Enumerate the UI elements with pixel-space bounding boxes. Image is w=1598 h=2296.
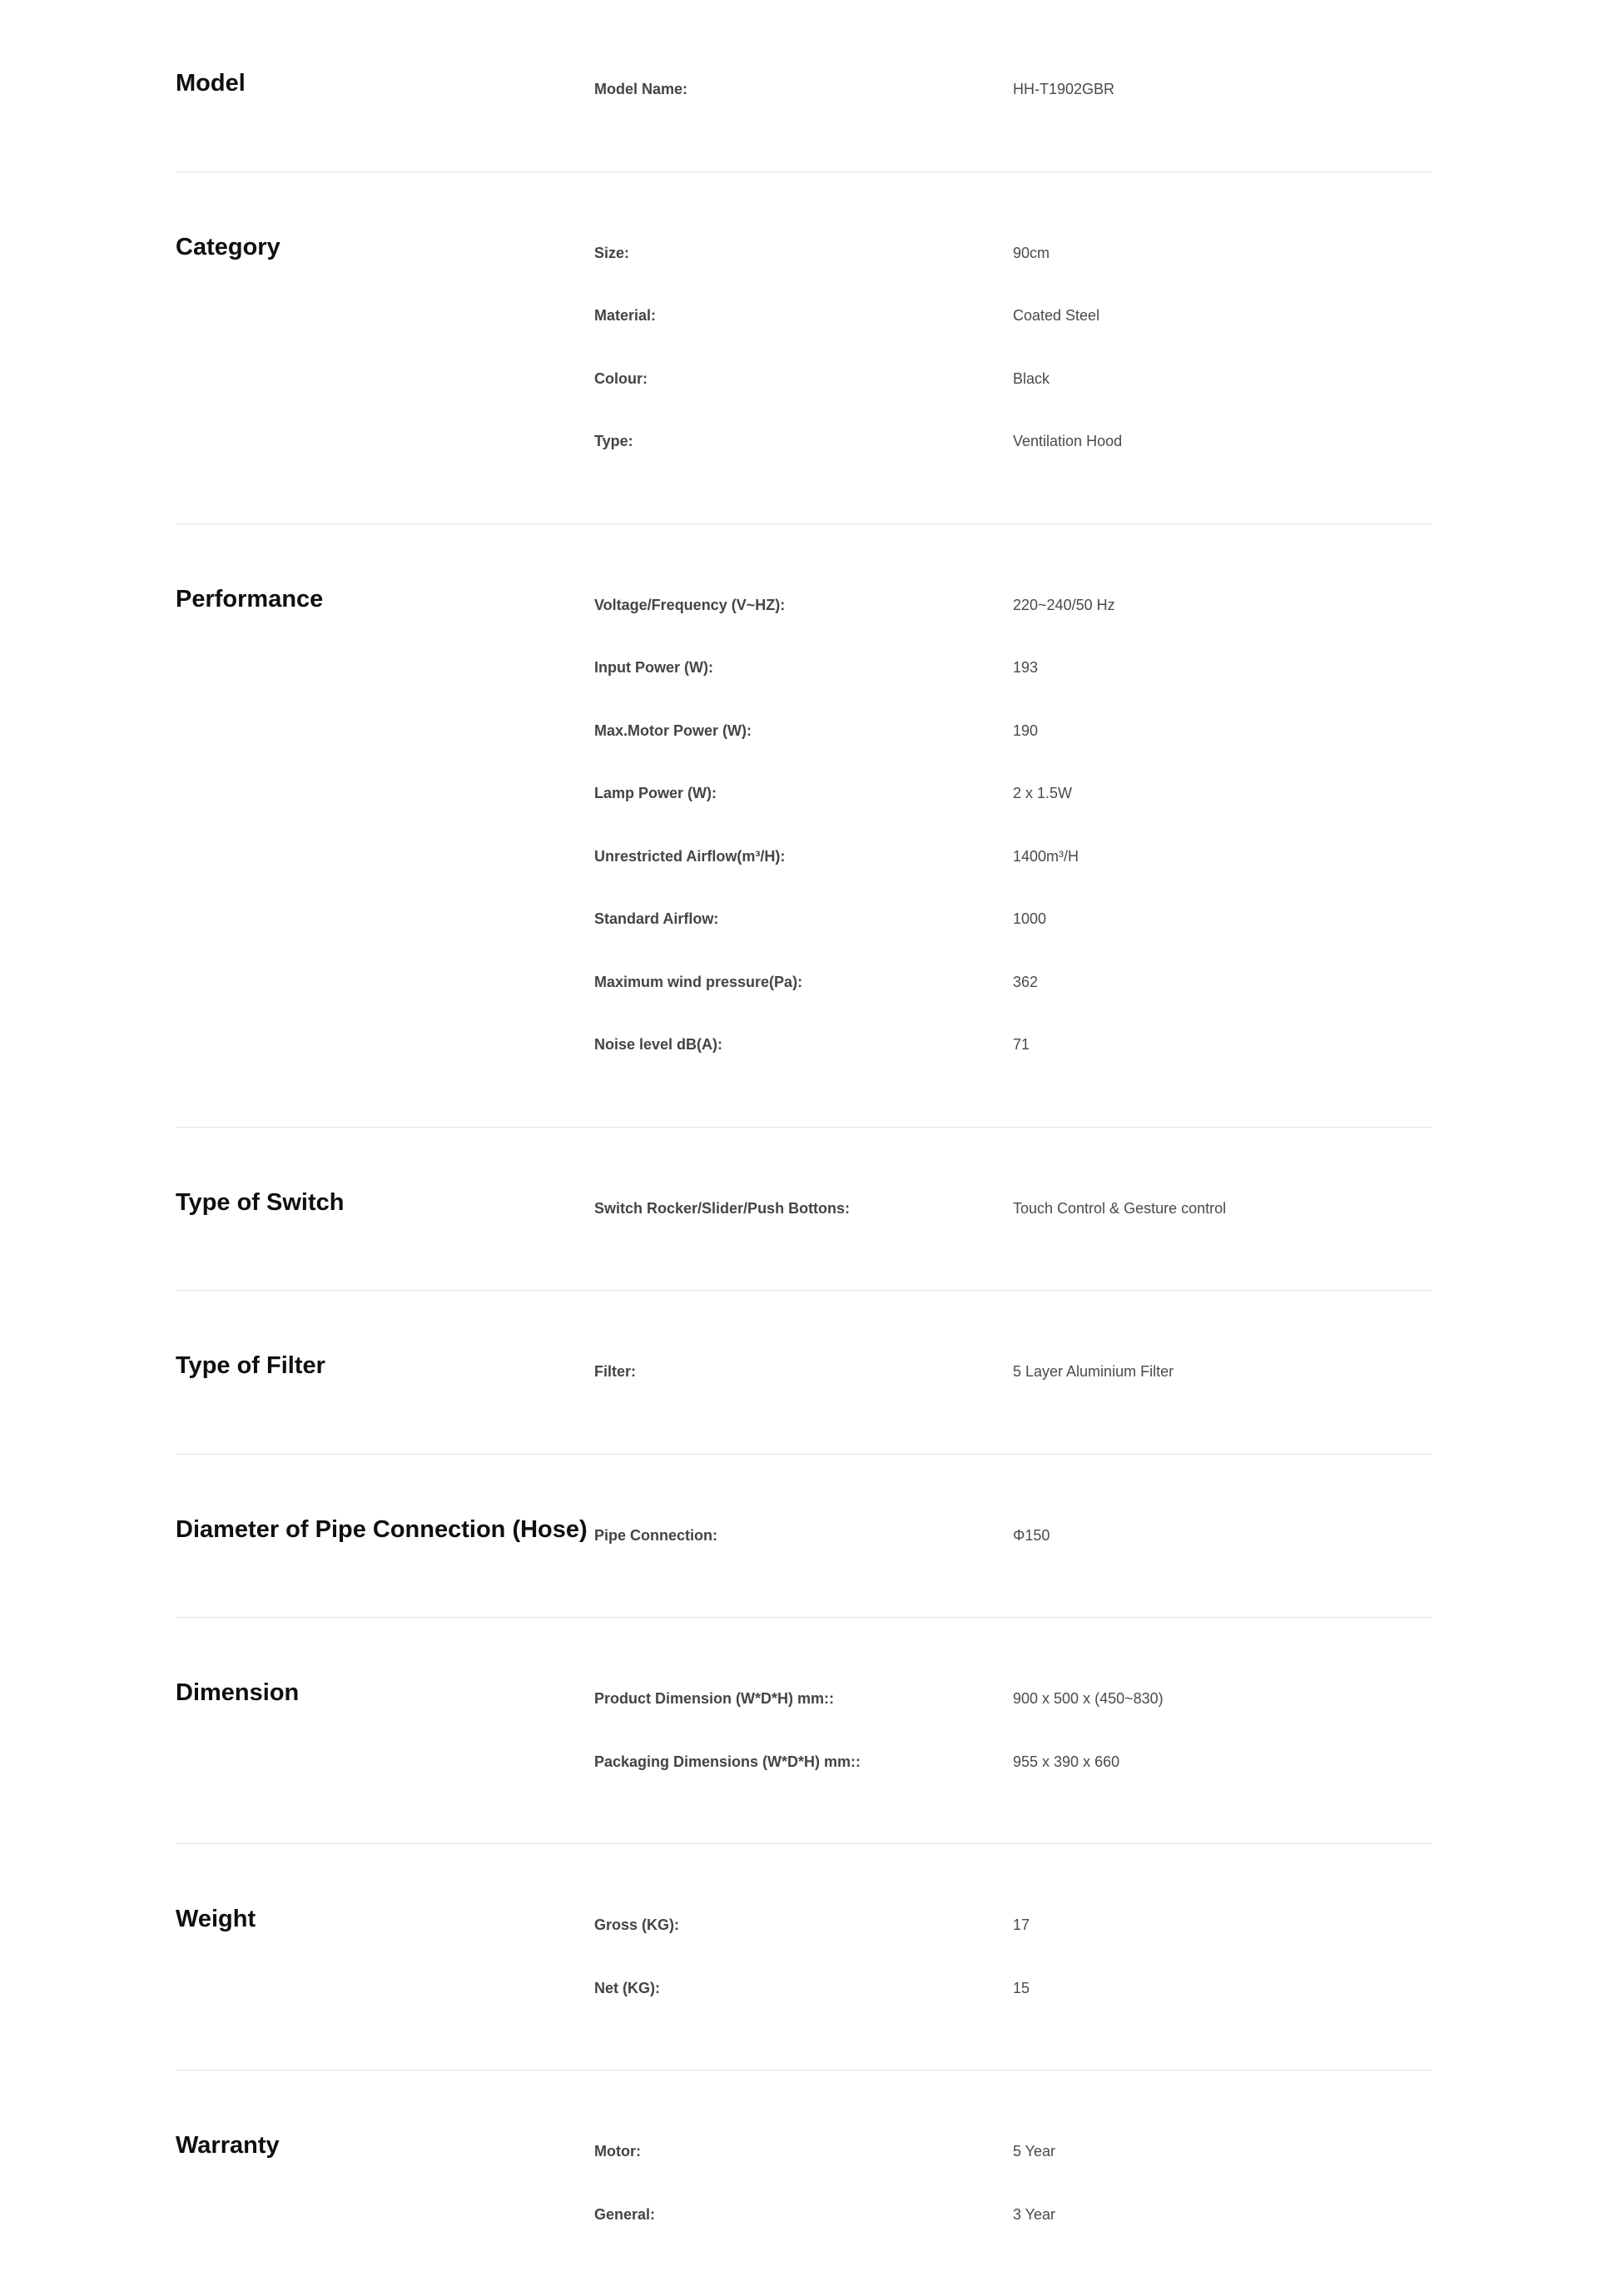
- spec-label: Packaging Dimensions (W*D*H) mm::: [594, 1753, 861, 1770]
- spec-label: Standard Airflow:: [594, 910, 719, 928]
- spec-rows: [594, 2120, 1432, 2246]
- spec-section-weight: [176, 1844, 1432, 2070]
- spec-row: [594, 58, 1432, 121]
- spec-row: [594, 1014, 1432, 1077]
- spec-row: [594, 574, 1432, 637]
- section-title: Weight: [176, 1906, 256, 1932]
- spec-value: HH-T1902GBR: [1013, 81, 1115, 98]
- spec-value: 2 x 1.5W: [1013, 785, 1073, 802]
- spec-value: 193: [1013, 659, 1039, 677]
- section-title: Type of Switch: [176, 1188, 345, 1216]
- spec-value: 15: [1013, 1979, 1030, 1996]
- spec-label: Unrestricted Airflow(m³/H):: [594, 847, 786, 865]
- section-title: Warranty: [176, 2132, 280, 2159]
- spec-row: [594, 1957, 1432, 2021]
- section-title: Dimension: [176, 1679, 300, 1706]
- spec-row: [594, 700, 1432, 763]
- spec-value: 5 Layer Aluminium Filter: [1013, 1363, 1174, 1381]
- spec-section-model: [176, 0, 1432, 172]
- spec-value: 900 x 500 x (450~830): [1013, 1690, 1164, 1708]
- section-title: Category: [176, 233, 280, 260]
- spec-row: [594, 826, 1432, 889]
- spec-rows: [594, 1505, 1432, 1568]
- spec-label: Noise level dB(A):: [594, 1036, 723, 1054]
- spec-section-dimension: [176, 1618, 1432, 1844]
- spec-label: Pipe Connection:: [594, 1526, 717, 1544]
- spec-label: Lamp Power (W):: [594, 785, 717, 802]
- spec-row: [594, 888, 1432, 951]
- spec-rows: [594, 1341, 1432, 1404]
- spec-row: [594, 1178, 1432, 1241]
- spec-table: [176, 0, 1432, 2296]
- spec-value: 1400m³/H: [1013, 847, 1079, 865]
- spec-value: 190: [1013, 722, 1039, 739]
- spec-label: Type:: [594, 433, 633, 450]
- spec-row: [594, 2184, 1432, 2247]
- spec-value: 362: [1013, 973, 1039, 990]
- spec-label: Switch Rocker/Slider/Push Bottons:: [594, 1199, 851, 1217]
- spec-label: Model Name:: [594, 81, 688, 98]
- spec-value: Ventilation Hood: [1013, 433, 1123, 450]
- spec-row: [594, 222, 1432, 285]
- section-title: Performance: [176, 585, 324, 612]
- spec-value: Touch Control & Gesture control: [1013, 1199, 1227, 1217]
- spec-row: [594, 951, 1432, 1014]
- spec-rows: [594, 574, 1432, 1077]
- section-title: Diameter of Pipe Connection (Hose): [176, 1515, 588, 1543]
- spec-section-pipe: [176, 1455, 1432, 1619]
- spec-rows: [594, 58, 1432, 121]
- section-title: Model: [176, 70, 246, 97]
- spec-label: Colour:: [594, 369, 648, 387]
- spec-rows: [594, 1894, 1432, 2020]
- spec-row: [594, 410, 1432, 474]
- spec-rows: [594, 222, 1432, 474]
- spec-section-category: [176, 172, 1432, 524]
- spec-value: Black: [1013, 369, 1050, 387]
- spec-row: [594, 1341, 1432, 1404]
- spec-row: [594, 1668, 1432, 1731]
- spec-value: 71: [1013, 1036, 1030, 1054]
- section-title: Type of Filter: [176, 1352, 325, 1379]
- spec-value: Coated Steel: [1013, 307, 1100, 325]
- spec-value: 1000: [1013, 910, 1047, 928]
- spec-label: Gross (KG):: [594, 1917, 680, 1934]
- spec-row: [594, 637, 1432, 700]
- spec-row: [594, 1731, 1432, 1794]
- spec-row: [594, 1505, 1432, 1568]
- spec-section-switch: [176, 1128, 1432, 1292]
- spec-label: Input Power (W):: [594, 659, 713, 677]
- spec-label: Max.Motor Power (W):: [594, 722, 752, 739]
- spec-label: Voltage/Frequency (V~HZ):: [594, 596, 786, 613]
- spec-value: 955 x 390 x 660: [1013, 1753, 1120, 1770]
- spec-row: [594, 762, 1432, 826]
- spec-label: Motor:: [594, 2143, 641, 2160]
- spec-label: Net (KG):: [594, 1979, 660, 1996]
- spec-label: Maximum wind pressure(Pa):: [594, 973, 803, 990]
- spec-value: 17: [1013, 1917, 1030, 1934]
- spec-rows: [594, 1668, 1432, 1793]
- spec-value: 90cm: [1013, 244, 1050, 261]
- spec-section-performance: [176, 524, 1432, 1128]
- spec-row: [594, 285, 1432, 348]
- spec-value: 3 Year: [1013, 2205, 1056, 2223]
- spec-section-warranty: [176, 2070, 1432, 2296]
- spec-label: Size:: [594, 244, 630, 261]
- spec-label: Filter:: [594, 1363, 637, 1381]
- spec-value: 5 Year: [1013, 2143, 1056, 2160]
- spec-row: [594, 348, 1432, 411]
- spec-label: Material:: [594, 307, 657, 325]
- spec-value: Φ150: [1013, 1526, 1050, 1544]
- spec-value: 220~240/50 Hz: [1013, 596, 1115, 613]
- spec-label: Product Dimension (W*D*H) mm::: [594, 1690, 834, 1708]
- spec-row: [594, 1894, 1432, 1957]
- spec-row: [594, 2120, 1432, 2184]
- spec-section-filter: [176, 1291, 1432, 1455]
- spec-label: General:: [594, 2205, 656, 2223]
- spec-rows: [594, 1178, 1432, 1241]
